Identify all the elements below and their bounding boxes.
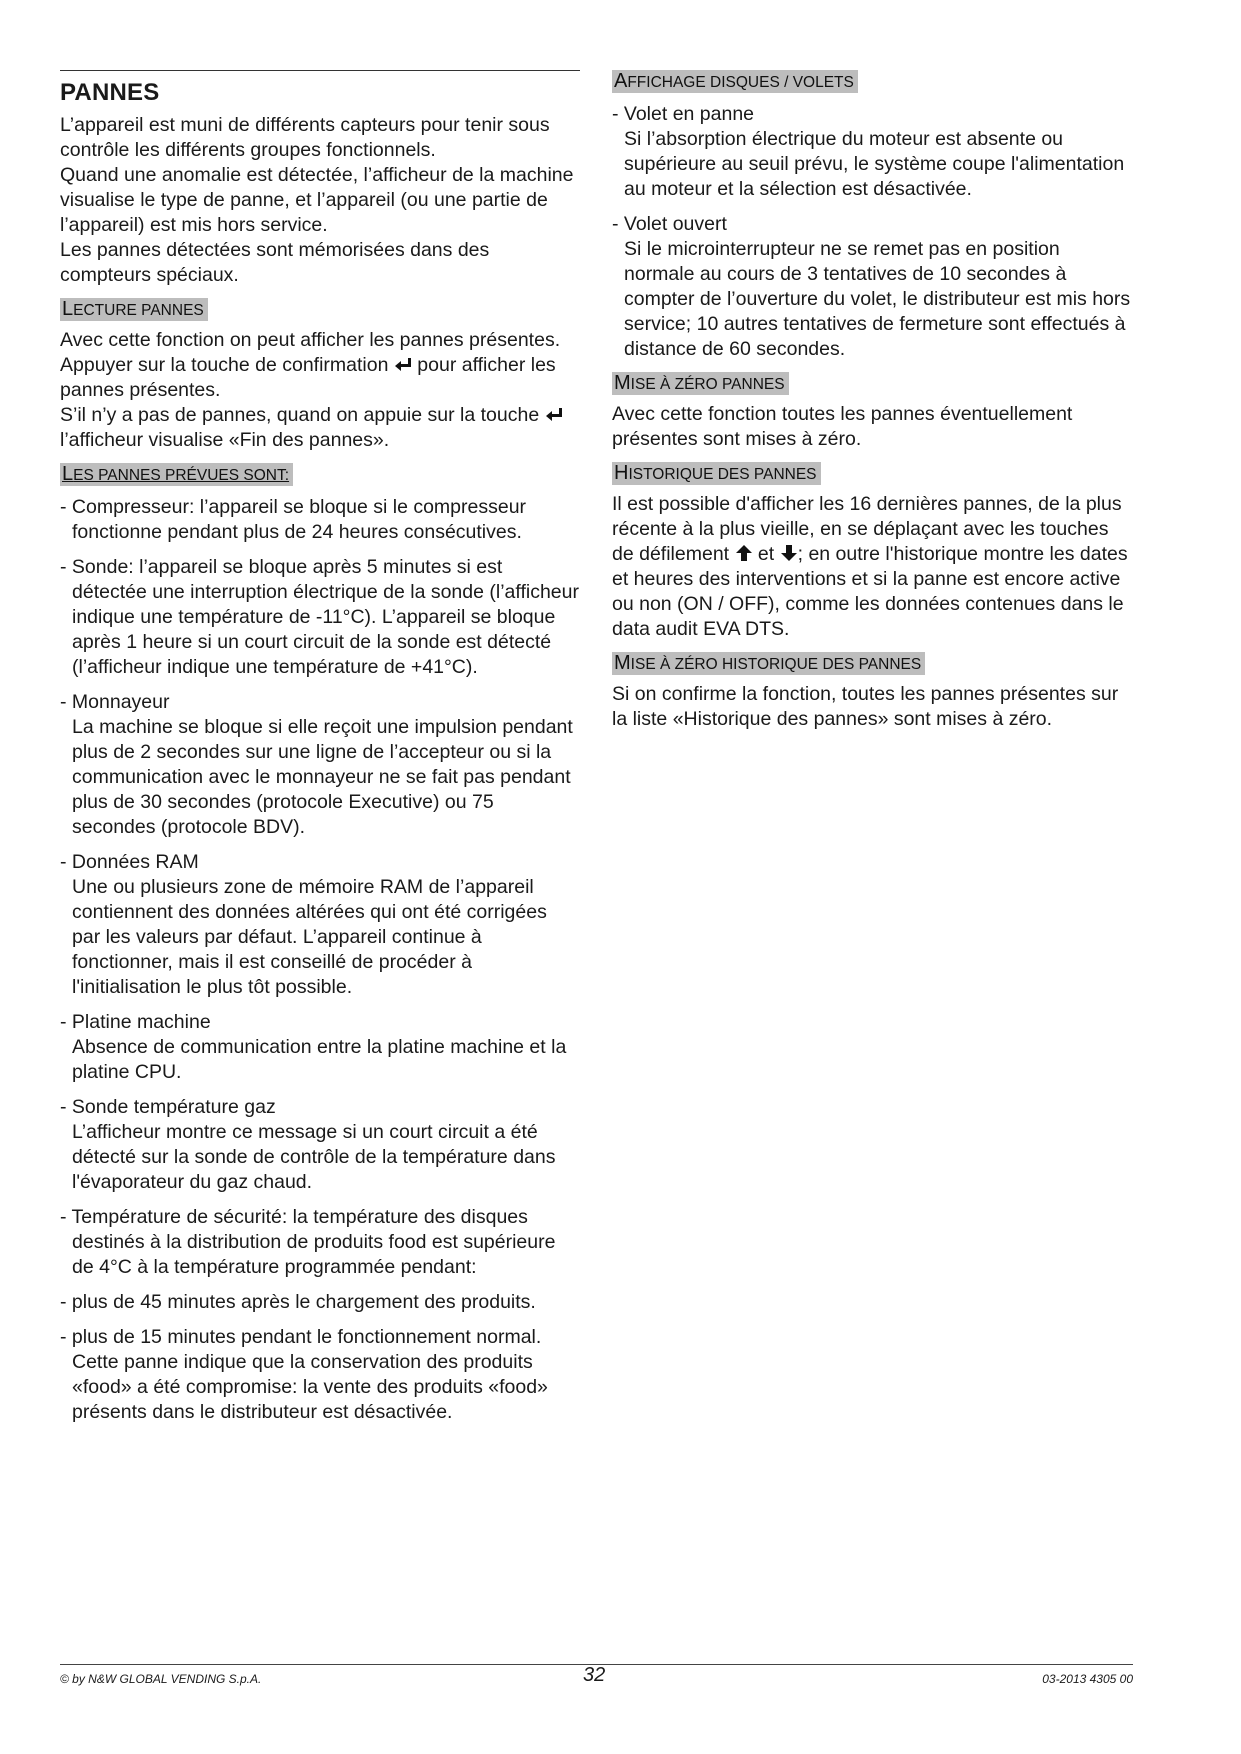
lecture-paragraph-3: [60, 403, 580, 453]
lecture-paragraph-2: [60, 353, 580, 403]
arrow-down-icon: [780, 544, 798, 562]
section-heading-mise-zero-historique: MISE À ZÉRO HISTORIQUE DES PANNES: [612, 652, 925, 675]
enter-key-icon: [394, 357, 412, 373]
list-item-lead: - plus de 45 minutes après le chargement des produits.: [60, 1291, 536, 1313]
list-item-lead: - plus de 15 minutes pendant le fonctionnement normal.: [60, 1326, 542, 1348]
document-code: 03-2013 4305 00: [1042, 1672, 1133, 1686]
list-item-body: Cette panne indique que la conservation des produits «food» a été compromise: la vente des produits «food» présents dans le distributeur est désactivée.: [72, 1351, 548, 1423]
list-item: [60, 495, 580, 545]
section-heading-mise-zero: MISE À ZÉRO PANNES: [612, 372, 789, 395]
section-heading-affichage: AFFICHAGE DISQUES / VOLETS: [612, 70, 858, 93]
list-item-body: Une ou plusieurs zone de mémoire RAM de l’appareil contiennent des données altérées qui ont été corrigées par les valeurs par défaut. L’appareil continue à fonctionner, mais il est conseillé de procéder à l'initialisation le plus tôt possible.: [72, 876, 547, 998]
title-rule: [60, 70, 580, 71]
list-item-body: détectée une interruption électrique de la sonde (l’afficheur indique une température de -11°C). L’appareil se bloque après 1 heure si un court circuit de la sonde est détecté (l’afficheur indique une température de +41°C).: [72, 581, 579, 678]
list-item-body: destinés à la distribution de produits food est supérieure de 4°C à la température programmée pendant:: [72, 1231, 556, 1278]
lecture-p3-before: S’il n’y a pas de pannes, quand on appuie sur la touche: [60, 404, 540, 426]
list-item-body: fonctionne pendant plus de 24 heures consécutives.: [72, 521, 522, 543]
left-column: [60, 70, 580, 1425]
footer-copyright: © by N&W GLOBAL VENDING S.p.A.: [60, 1672, 262, 1686]
list-item-body: Si l’absorption électrique du moteur est absente ou supérieure au seuil prévu, le système coupe l'alimentation au moteur et la sélection est désactivée.: [624, 128, 1125, 200]
list-item-lead: - Platine machine: [60, 1011, 211, 1033]
lecture-p2-after: pour afficher les pannes présentes.: [60, 354, 556, 401]
historique-text: [612, 492, 1132, 642]
list-item-lead: - Monnayeur: [60, 691, 170, 713]
list-item: [60, 690, 580, 840]
list-item: [60, 555, 580, 680]
page-number: 32: [583, 1664, 606, 1686]
arrow-up-icon: [735, 544, 753, 562]
list-item-lead: - Température de sécurité: la température des disques: [60, 1206, 528, 1228]
list-item-body: Absence de communication entre la platine machine et la platine CPU.: [72, 1036, 567, 1083]
list-item-lead: - Volet ouvert: [612, 213, 727, 235]
intro-paragraph-2: Quand une anomalie est détectée, l’afficheur de la machine visualise le type de panne, et l’appareil (ou une partie de l’appareil) est mis hors service.: [60, 164, 574, 236]
list-item: [60, 1010, 580, 1085]
right-column: [612, 70, 1132, 732]
list-item-body: L’afficheur montre ce message si un court circuit a été détecté sur la sonde de contrôle de la température dans l'évaporateur du gaz chaud.: [72, 1121, 556, 1193]
list-item: [612, 102, 1132, 202]
lecture-p2-before: Appuyer sur la touche de confirmation: [60, 354, 389, 376]
list-item: [60, 1290, 580, 1315]
list-item: [60, 1205, 580, 1280]
section-heading-lecture: LECTURE PANNES: [60, 298, 208, 321]
list-item-lead: - Sonde: l’appareil se bloque après 5 minutes si est: [60, 556, 503, 578]
section-heading-historique: HISTORIQUE DES PANNES: [612, 462, 821, 485]
list-item-lead: - Sonde température gaz: [60, 1096, 276, 1118]
list-item-body: Si le microinterrupteur ne se remet pas en position normale au cours de 3 tentatives de 10 secondes à compter de l’ouverture du volet, le distributeur est mis hors service; 10 autres tentatives de fermeture sont effectués à distance de 60 secondes.: [624, 238, 1131, 360]
list-item: [60, 1325, 580, 1425]
list-item: [60, 1095, 580, 1195]
list-item: [60, 850, 580, 1000]
enter-key-icon: [545, 407, 563, 423]
list-item-lead: - Compresseur: l’appareil se bloque si le compresseur: [60, 496, 527, 518]
historique-text-before: Il est possible d'afficher les 16 dernières pannes, de la plus récente à la plus vieille, en se déplaçant avec les touches de défilement: [612, 493, 1122, 565]
list-item-lead: - Volet en panne: [612, 103, 755, 125]
intro-paragraph-3: Les pannes détectées sont mémorisées dans des compteurs spéciaux.: [60, 239, 490, 286]
intro-paragraph-1: L’appareil est muni de différents capteurs pour tenir sous contrôle les différents groupes fonctionnels.: [60, 114, 550, 161]
page-title: PANNES: [60, 79, 160, 106]
fault-list: [60, 495, 580, 1425]
mise-zero-text: Avec cette fonction toutes les pannes éventuellement présentes sont mises à zéro.: [612, 403, 1073, 450]
mise-zero-historique-text: Si on confirme la fonction, toutes les pannes présentes sur la liste «Historique des pannes» sont mises à zéro.: [612, 683, 1119, 730]
list-item-lead: - Données RAM: [60, 851, 199, 873]
list-item-body: La machine se bloque si elle reçoit une impulsion pendant plus de 2 secondes sur une ligne de l’accepteur ou si la communication avec le monnayeur ne se fait pas pendant plus de 30 secondes (protocole Executive) ou 75 secondes (protocole BDV).: [72, 716, 573, 838]
section-heading-pannes-prevues: LES PANNES PRÉVUES SONT:: [60, 463, 293, 486]
historique-text-after: ; en outre l'historique montre les dates et heures des interventions et si la panne est encore active ou non (ON / OFF), comme les données contenues dans le data audit EVA DTS.: [612, 543, 1128, 640]
lecture-p3-after: l’afficheur visualise «Fin des pannes».: [60, 429, 390, 451]
historique-text-mid: et: [757, 543, 775, 565]
lecture-paragraph-1: Avec cette fonction on peut afficher les pannes présentes.: [60, 329, 561, 351]
list-item: [612, 212, 1132, 362]
